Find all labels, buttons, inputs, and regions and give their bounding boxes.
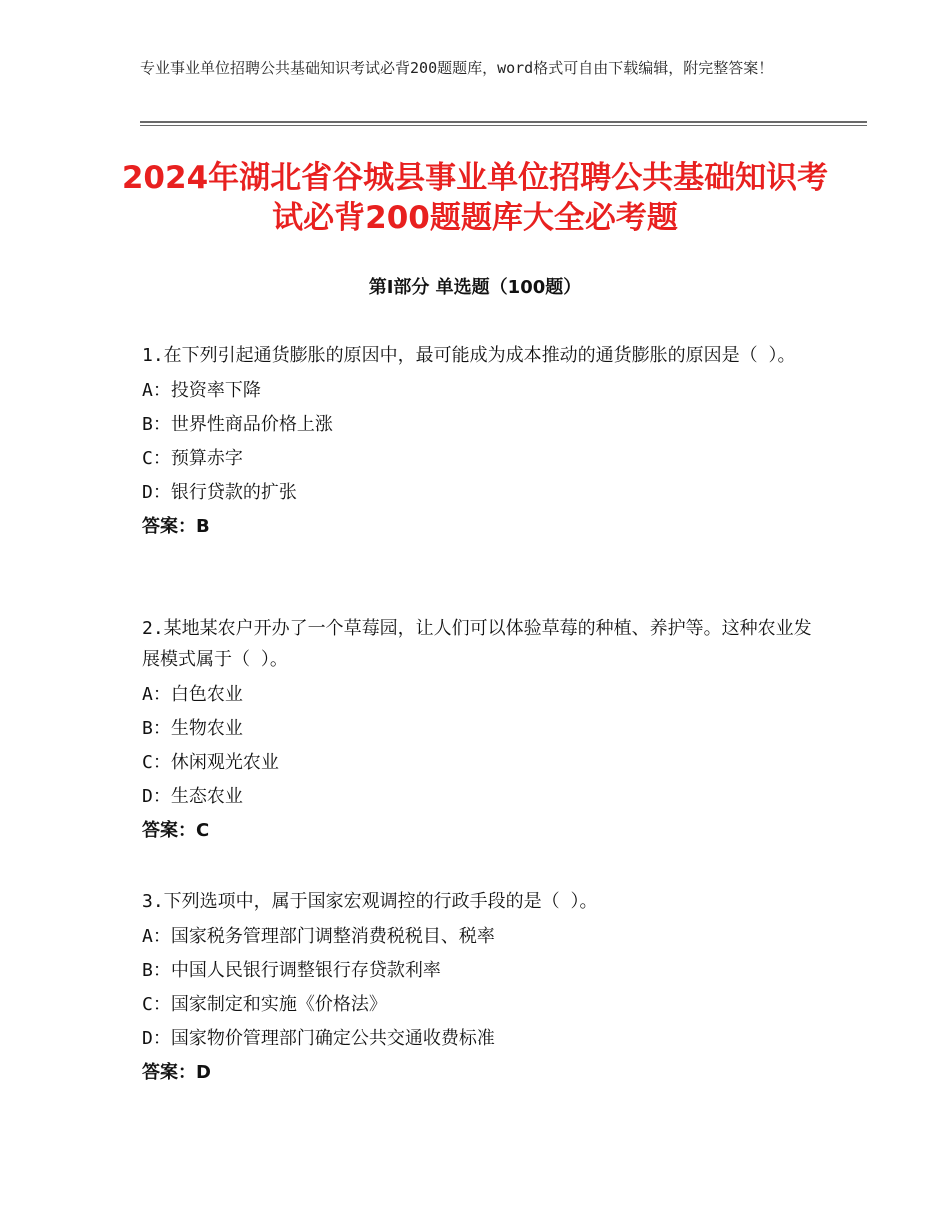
answer: 答案：B: [142, 516, 210, 537]
option-b: B：中国人民银行调整银行存贷款利率: [142, 960, 441, 981]
option-c: C：休闲观光农业: [142, 752, 279, 773]
question-2: [142, 613, 812, 848]
option-c: C：国家制定和实施《价格法》: [142, 994, 387, 1015]
option-d: D：银行贷款的扩张: [142, 482, 297, 503]
answer: 答案：C: [142, 820, 210, 841]
option-b: B：生物农业: [142, 718, 243, 739]
option-a: A：白色农业: [142, 684, 243, 705]
question-3: [142, 886, 812, 1090]
option-a: A：国家税务管理部门调整消费税税目、税率: [142, 926, 495, 947]
header-note: 专业事业单位招聘公共基础知识考试必背200题题库，word格式可自由下载编辑，附完整答案！: [140, 59, 774, 77]
question-stem: 3.下列选项中，属于国家宏观调控的行政手段的是（ ）。: [142, 891, 598, 912]
question-1: [142, 340, 812, 544]
option-b: B：世界性商品价格上涨: [142, 414, 333, 435]
option-c: C：预算赤字: [142, 448, 243, 469]
document-title: 2024年湖北省谷城县事业单位招聘公共基础知识考试必背200题题库大全必考题: [121, 160, 829, 236]
header-divider-thin: [140, 125, 867, 126]
section-heading: 第Ⅰ部分 单选题（100题）: [368, 277, 582, 298]
option-d: D：生态农业: [142, 786, 243, 807]
header-divider-thick: [140, 121, 867, 123]
answer: 答案：D: [142, 1062, 211, 1083]
option-a: A：投资率下降: [142, 380, 261, 401]
question-stem: 1.在下列引起通货膨胀的原因中，最可能成为成本推动的通货膨胀的原因是（ ）。: [142, 345, 796, 366]
question-stem: 2.某地某农户开办了一个草莓园，让人们可以体验草莓的种植、养护等。这种农业发展模式属于（ ）。: [142, 618, 812, 670]
option-d: D：国家物价管理部门确定公共交通收费标准: [142, 1028, 495, 1049]
